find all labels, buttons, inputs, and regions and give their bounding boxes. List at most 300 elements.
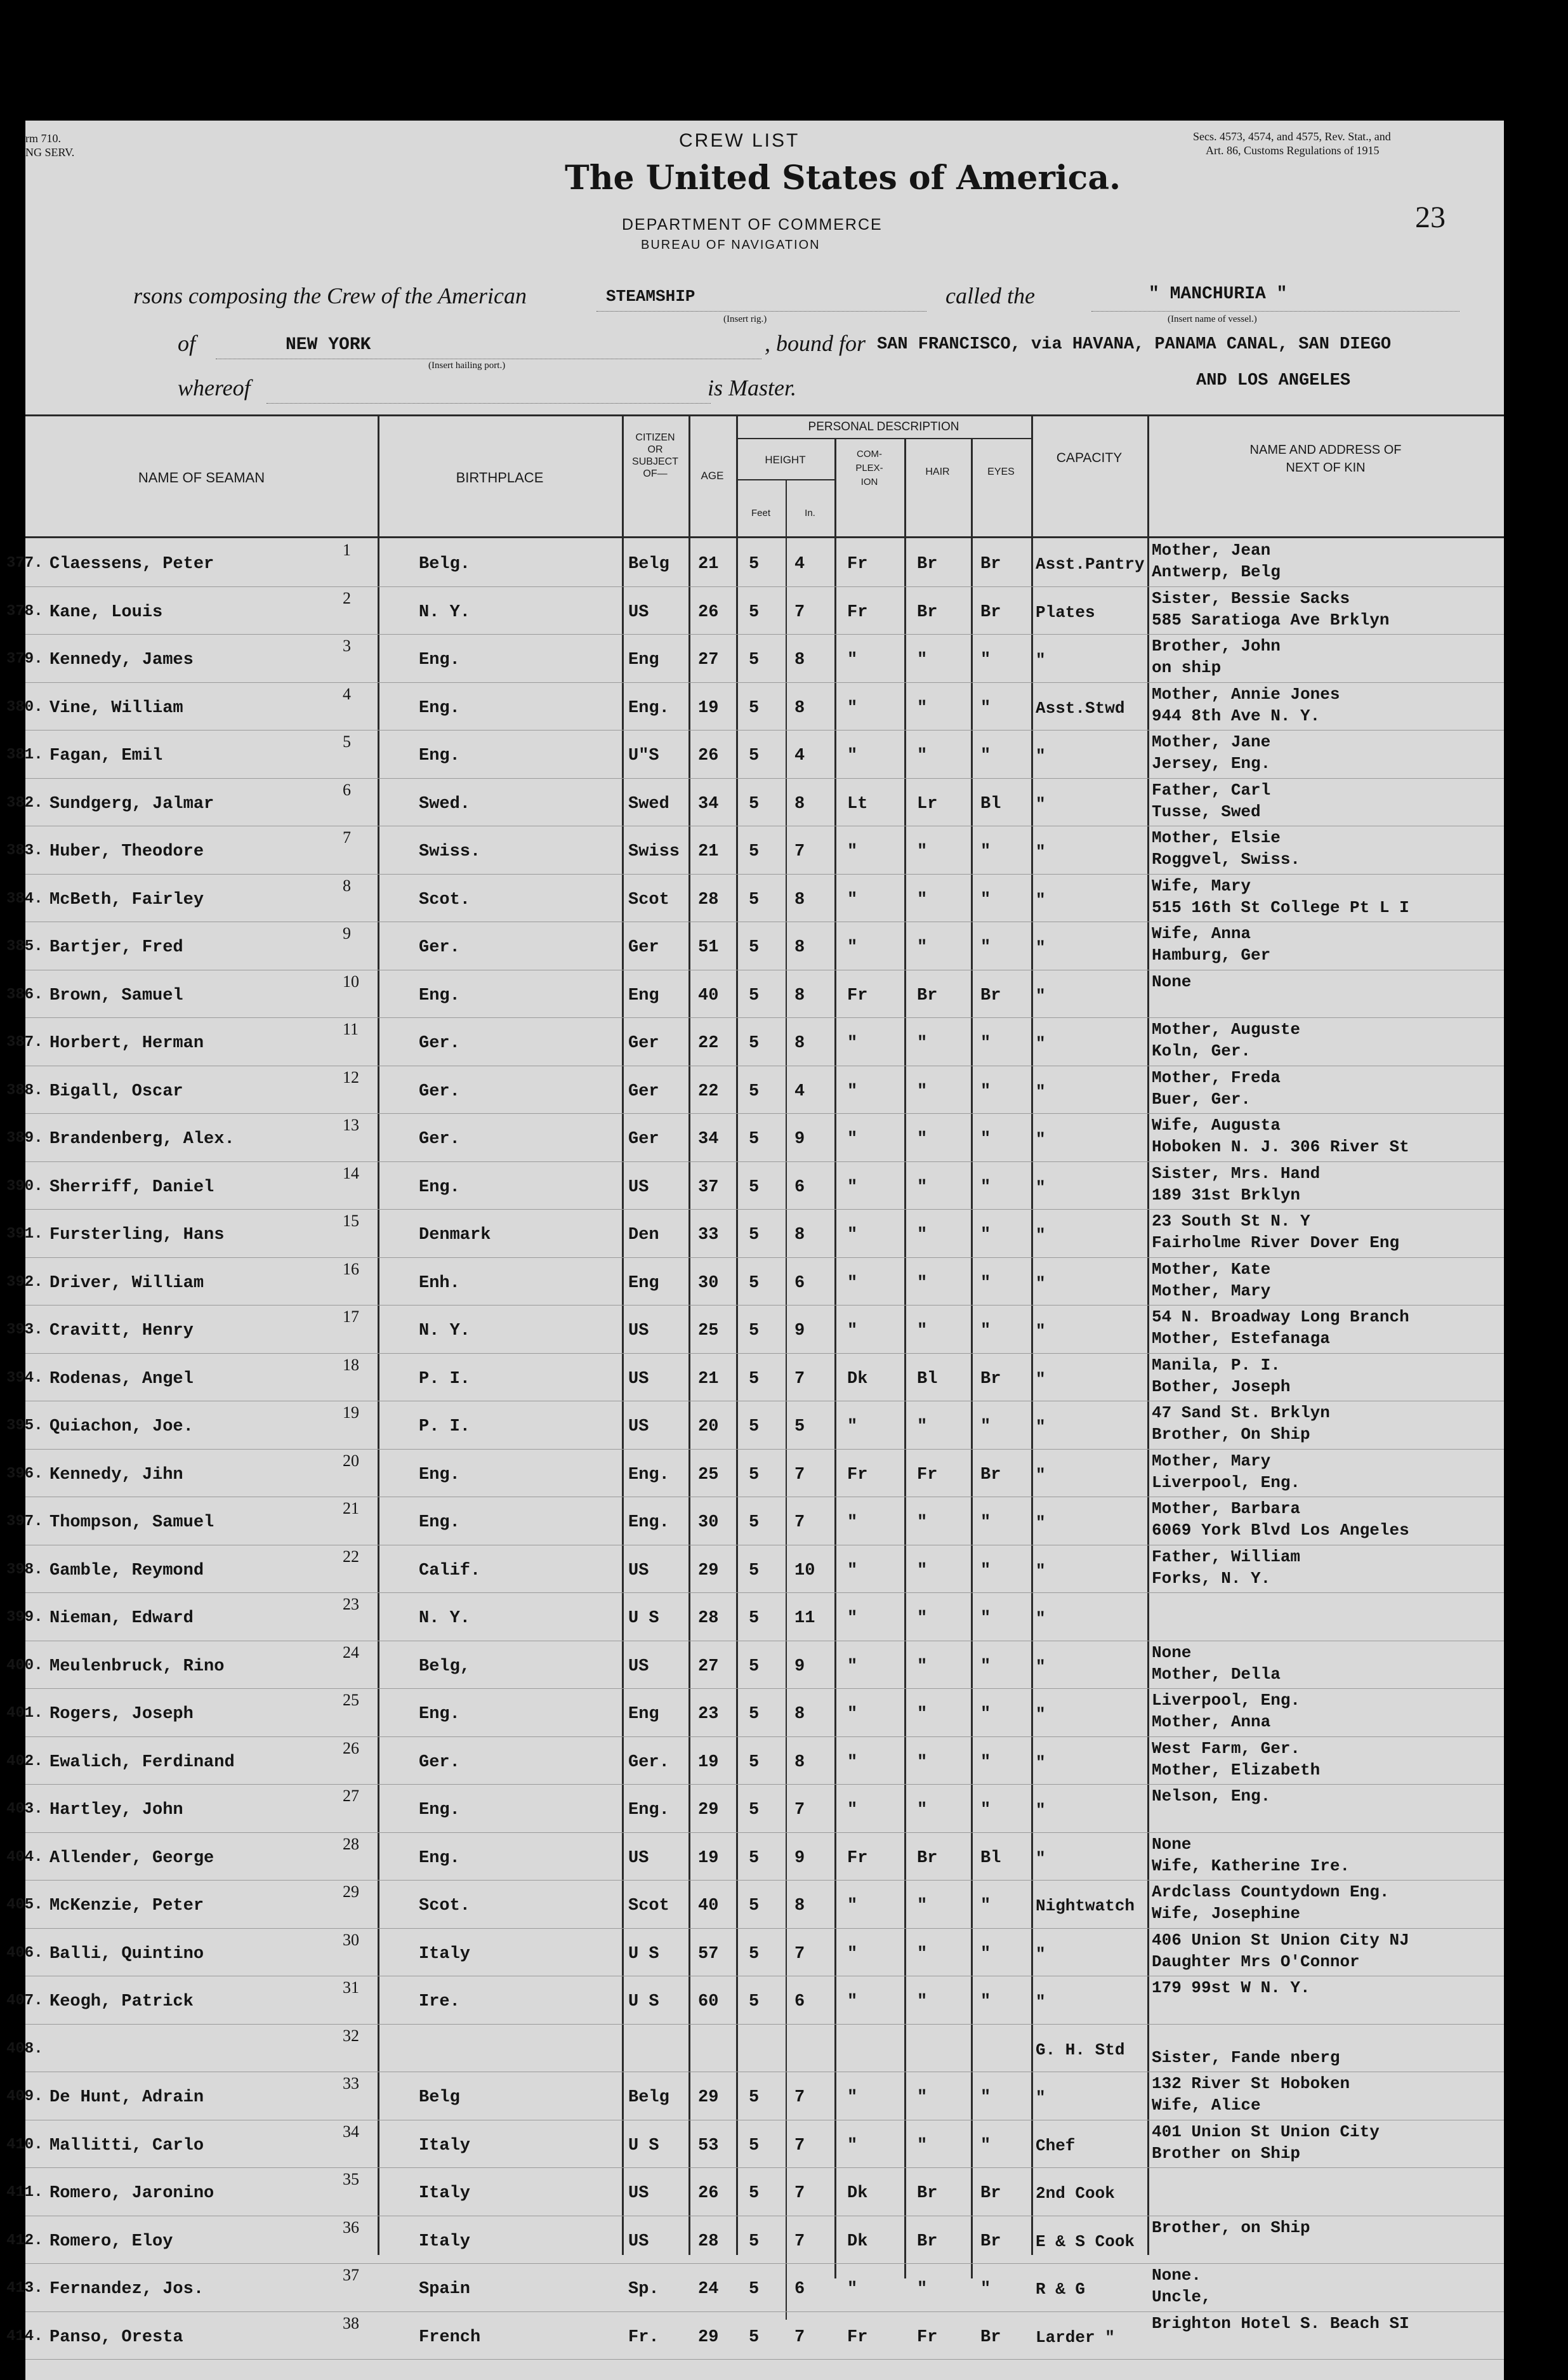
birthplace-cell: Eng. bbox=[419, 1177, 460, 1197]
birthplace-cell: N. Y. bbox=[419, 1321, 471, 1340]
line-number: 37 bbox=[343, 2266, 359, 2284]
seaman-serial: 404. bbox=[6, 1848, 43, 1866]
line-number: 17 bbox=[343, 1307, 359, 1326]
column-header-inches: In. bbox=[805, 508, 815, 519]
eyes-cell: " bbox=[980, 1034, 991, 1053]
next-of-kin-line-2: on ship bbox=[1152, 658, 1222, 677]
hair-cell: Br bbox=[917, 986, 938, 1005]
crew-row bbox=[6, 2313, 1504, 2360]
complexion-cell: Lt bbox=[847, 794, 868, 814]
crew-row bbox=[6, 2169, 1504, 2216]
citizenship-cell: US bbox=[628, 1417, 649, 1436]
crew-row bbox=[6, 1738, 1504, 1785]
citizenship-cell: US bbox=[628, 1177, 649, 1197]
capacity-cell: " bbox=[1036, 890, 1046, 909]
citizenship-cell: U"S bbox=[628, 746, 659, 765]
seaman-serial: 412. bbox=[6, 2231, 43, 2249]
birthplace-cell: Scot. bbox=[419, 1896, 471, 1915]
birthplace-cell: Ger. bbox=[419, 1130, 460, 1149]
height-inches-cell: 10 bbox=[794, 1561, 815, 1580]
seaman-name: Horbert, Herman bbox=[49, 1034, 204, 1053]
age-cell: 28 bbox=[698, 890, 719, 909]
crew-row bbox=[6, 1019, 1504, 1066]
complexion-cell: Dk bbox=[847, 1369, 868, 1389]
crew-row bbox=[6, 1881, 1504, 1928]
hair-cell: Bl bbox=[917, 1369, 938, 1389]
complexion-cell: " bbox=[847, 1752, 858, 1772]
vessel-name-caption: (Insert name of vessel.) bbox=[1168, 314, 1257, 324]
complexion-cell: " bbox=[847, 1513, 858, 1532]
age-cell: 21 bbox=[698, 842, 719, 861]
hair-cell: " bbox=[917, 651, 928, 670]
hair-cell: Fr bbox=[917, 2327, 938, 2347]
capacity-cell: Chef bbox=[1036, 2136, 1076, 2155]
seaman-serial: 409. bbox=[6, 2088, 43, 2105]
height-feet-cell: 5 bbox=[749, 1417, 760, 1436]
next-of-kin-line-1: Wife, Augusta bbox=[1152, 1116, 1281, 1135]
eyes-cell: " bbox=[980, 890, 991, 909]
line-number: 1 bbox=[343, 541, 351, 559]
called-the-text: called the bbox=[945, 283, 1035, 308]
height-inches-cell: 6 bbox=[794, 1273, 805, 1293]
next-of-kin-line-1: None bbox=[1152, 1834, 1192, 1854]
complexion-cell: " bbox=[847, 2136, 858, 2155]
capacity-cell: " bbox=[1036, 842, 1046, 861]
citizenship-cell: Eng bbox=[628, 1273, 659, 1293]
height-feet-cell: 5 bbox=[749, 651, 760, 670]
birthplace-cell: Enh. bbox=[419, 1273, 460, 1293]
complexion-cell: " bbox=[847, 2088, 858, 2107]
age-cell: 26 bbox=[698, 602, 719, 622]
seaman-name: Fernandez, Jos. bbox=[49, 2280, 204, 2299]
hair-cell: Br bbox=[917, 2184, 938, 2203]
next-of-kin-line-2: Fairholme River Dover Eng bbox=[1152, 1233, 1400, 1252]
eyes-cell: " bbox=[980, 1656, 991, 1676]
capacity-cell: " bbox=[1036, 1801, 1046, 1820]
capacity-cell: " bbox=[1036, 1226, 1046, 1245]
citizenship-cell: U S bbox=[628, 1944, 659, 1964]
eyes-cell: " bbox=[980, 1561, 991, 1580]
eyes-cell: " bbox=[980, 2136, 991, 2155]
hair-cell: " bbox=[917, 2088, 928, 2107]
capacity-cell: E & S Cook bbox=[1036, 2231, 1135, 2251]
eyes-cell: " bbox=[980, 698, 991, 718]
vessel-type-caption: (Insert rig.) bbox=[723, 314, 767, 324]
hailing-port-caption: (Insert hailing port.) bbox=[428, 360, 506, 371]
capacity-cell: " bbox=[1036, 1848, 1046, 1868]
destination: SAN FRANCISCO, via HAVANA, PANAMA CANAL, SAN DIEGO bbox=[877, 335, 1392, 354]
hair-cell: Br bbox=[917, 2231, 938, 2251]
age-cell: 30 bbox=[698, 1513, 719, 1532]
eyes-cell: " bbox=[980, 2280, 991, 2299]
age-cell: 19 bbox=[698, 698, 719, 718]
next-of-kin-line-1: Sister, Mrs. Hand bbox=[1152, 1163, 1321, 1183]
birthplace-cell: Ger. bbox=[419, 938, 460, 957]
complexion-cell: " bbox=[847, 1705, 858, 1724]
eyes-cell: Br bbox=[980, 1465, 1001, 1484]
line-number: 14 bbox=[343, 1163, 359, 1182]
seaman-serial: 396. bbox=[6, 1465, 43, 1483]
destination-continued: AND LOS ANGELES bbox=[1196, 371, 1351, 390]
column-header-complexion: COM- PLEX- ION bbox=[855, 449, 883, 487]
height-feet-cell: 5 bbox=[749, 1081, 760, 1101]
capacity-cell: Asst.Pantry bbox=[1036, 555, 1145, 574]
height-inches-cell: 9 bbox=[794, 1321, 805, 1340]
next-of-kin-line-1: Liverpool, Eng. bbox=[1152, 1691, 1301, 1710]
citizenship-cell: Scot bbox=[628, 890, 669, 909]
birthplace-cell: Italy bbox=[419, 1944, 471, 1964]
next-of-kin-line-2: Buer, Ger. bbox=[1152, 1089, 1251, 1109]
complexion-cell: " bbox=[847, 1081, 858, 1101]
eyes-cell: Bl bbox=[980, 794, 1001, 814]
citizenship-cell: Eng. bbox=[628, 1513, 669, 1532]
citizenship-cell: Ger bbox=[628, 1130, 659, 1149]
seaman-serial: 383. bbox=[6, 842, 43, 859]
line-number: 29 bbox=[343, 1882, 359, 1901]
age-cell: 40 bbox=[698, 986, 719, 1005]
age-cell: 27 bbox=[698, 651, 719, 670]
capacity-cell: " bbox=[1036, 1369, 1046, 1389]
height-inches-cell: 9 bbox=[794, 1656, 805, 1676]
birthplace-cell: Belg bbox=[419, 2088, 460, 2107]
seaman-name: Mallitti, Carlo bbox=[49, 2136, 204, 2155]
eyes-cell: Br bbox=[980, 2184, 1001, 2203]
column-header-hair: HAIR bbox=[925, 466, 950, 477]
crew-row bbox=[6, 1259, 1504, 1306]
capacity-cell: " bbox=[1036, 986, 1046, 1005]
seaman-serial: 392. bbox=[6, 1273, 43, 1291]
next-of-kin-line-1: Mother, Jane bbox=[1152, 732, 1271, 751]
eyes-cell: Br bbox=[980, 986, 1001, 1005]
next-of-kin-line-1: Brighton Hotel S. Beach SI bbox=[1152, 2313, 1409, 2333]
next-of-kin-line-1: 406 Union St Union City NJ bbox=[1152, 1930, 1409, 1950]
capacity-cell: " bbox=[1036, 1417, 1046, 1436]
crew-row bbox=[6, 731, 1504, 778]
hair-cell: " bbox=[917, 1609, 928, 1628]
line-number: 6 bbox=[343, 780, 351, 799]
height-inches-cell: 8 bbox=[794, 986, 805, 1005]
birthplace-cell: Italy bbox=[419, 2231, 471, 2251]
next-of-kin-line-2: Tusse, Swed bbox=[1152, 802, 1261, 821]
seaman-name: Allender, George bbox=[49, 1848, 214, 1868]
next-of-kin-line-1: None. bbox=[1152, 2266, 1202, 2285]
complexion-cell: Fr bbox=[847, 986, 868, 1005]
eyes-cell: Br bbox=[980, 2231, 1001, 2251]
age-cell: 29 bbox=[698, 2327, 719, 2347]
age-cell: 19 bbox=[698, 1752, 719, 1772]
citizenship-cell: US bbox=[628, 1369, 649, 1389]
height-feet-cell: 5 bbox=[749, 842, 760, 861]
seaman-serial: 413. bbox=[6, 2280, 43, 2297]
citizenship-cell: Scot bbox=[628, 1896, 669, 1915]
birthplace-cell: Ger. bbox=[419, 1081, 460, 1101]
seaman-name: Kennedy, James bbox=[49, 651, 194, 670]
height-feet-cell: 5 bbox=[749, 1034, 760, 1053]
whereof-label: whereof bbox=[178, 375, 251, 400]
next-of-kin-line-1: Mother, Jean bbox=[1152, 541, 1271, 560]
crew-row bbox=[6, 1594, 1504, 1641]
seaman-serial: 390. bbox=[6, 1177, 43, 1195]
next-of-kin-line-2: 585 Saratioga Ave Brklyn bbox=[1152, 610, 1390, 630]
birthplace-cell: Scot. bbox=[419, 890, 471, 909]
crew-row bbox=[6, 827, 1504, 874]
citizenship-cell: U S bbox=[628, 1992, 659, 2011]
crew-row bbox=[6, 2025, 1504, 2072]
hair-cell: " bbox=[917, 1130, 928, 1149]
line-number: 21 bbox=[343, 1499, 359, 1517]
citizenship-cell: Eng. bbox=[628, 1465, 669, 1484]
next-of-kin-line-1: Brother, on Ship bbox=[1152, 2218, 1310, 2237]
age-cell: 26 bbox=[698, 746, 719, 765]
height-feet-cell: 5 bbox=[749, 2280, 760, 2299]
seaman-name: Bartjer, Fred bbox=[49, 938, 183, 957]
crew-row bbox=[6, 923, 1504, 970]
eyes-cell: " bbox=[980, 1752, 991, 1772]
form-title: CREW LIST bbox=[679, 130, 800, 151]
crew-row bbox=[6, 1498, 1504, 1545]
crew-row bbox=[6, 1210, 1504, 1257]
height-inches-cell: 6 bbox=[794, 1992, 805, 2011]
complexion-cell: " bbox=[847, 1034, 858, 1053]
capacity-cell: " bbox=[1036, 1321, 1046, 1340]
birthplace-cell: Eng. bbox=[419, 1705, 460, 1724]
line-number: 16 bbox=[343, 1259, 359, 1278]
complexion-cell: " bbox=[847, 1417, 858, 1436]
citizenship-cell: Eng. bbox=[628, 698, 669, 718]
complexion-cell: Fr bbox=[847, 555, 868, 574]
height-inches-cell: 7 bbox=[794, 1944, 805, 1964]
next-of-kin-line-1: Sister, Bessie Sacks bbox=[1152, 588, 1350, 608]
complexion-cell: " bbox=[847, 1130, 858, 1149]
height-feet-cell: 5 bbox=[749, 1226, 760, 1245]
next-of-kin-line-1: Father, Carl bbox=[1152, 780, 1271, 800]
height-inches-cell: 8 bbox=[794, 890, 805, 909]
citizenship-cell: Den bbox=[628, 1226, 659, 1245]
next-of-kin-line-2: Daughter Mrs O'Connor bbox=[1152, 1952, 1360, 1971]
of-label: of bbox=[178, 331, 196, 356]
age-cell: 20 bbox=[698, 1417, 719, 1436]
next-of-kin-line-1: Mother, Elsie bbox=[1152, 828, 1281, 847]
eyes-cell: " bbox=[980, 1944, 991, 1964]
seaman-serial: 408. bbox=[6, 2040, 43, 2058]
next-of-kin-line-2: 944 8th Ave N. Y. bbox=[1152, 706, 1321, 725]
seaman-serial: 382. bbox=[6, 794, 43, 812]
complexion-cell: " bbox=[847, 938, 858, 957]
capacity-cell: Asst.Stwd bbox=[1036, 698, 1125, 718]
height-feet-cell: 5 bbox=[749, 1656, 760, 1676]
capacity-cell: " bbox=[1036, 1705, 1046, 1724]
height-feet-cell: 5 bbox=[749, 1609, 760, 1628]
bound-for-text: , bound for bbox=[765, 331, 866, 356]
seaman-name: Balli, Quintino bbox=[49, 1944, 204, 1964]
capacity-cell: " bbox=[1036, 1034, 1046, 1053]
eyes-cell: " bbox=[980, 1513, 991, 1532]
seaman-name: Romero, Jaronino bbox=[49, 2184, 214, 2203]
hair-cell: Lr bbox=[917, 794, 938, 814]
seaman-serial: 401. bbox=[6, 1705, 43, 1722]
seaman-name: Meulenbruck, Rino bbox=[49, 1656, 225, 1676]
seaman-serial: 411. bbox=[6, 2184, 43, 2201]
height-inches-cell: 7 bbox=[794, 2184, 805, 2203]
line-number: 26 bbox=[343, 1738, 359, 1757]
crew-row bbox=[6, 1546, 1504, 1593]
height-feet-cell: 5 bbox=[749, 2088, 760, 2107]
line-number: 30 bbox=[343, 1930, 359, 1949]
height-inches-cell: 4 bbox=[794, 746, 805, 765]
height-feet-cell: 5 bbox=[749, 986, 760, 1005]
citizenship-cell: US bbox=[628, 602, 649, 622]
eyes-cell: " bbox=[980, 1226, 991, 1245]
seaman-serial: 400. bbox=[6, 1656, 43, 1674]
height-inches-cell: 6 bbox=[794, 2280, 805, 2299]
next-of-kin-line-1: Brother, John bbox=[1152, 637, 1281, 656]
height-inches-cell: 7 bbox=[794, 2327, 805, 2347]
height-feet-cell: 5 bbox=[749, 1705, 760, 1724]
seaman-name: McBeth, Fairley bbox=[49, 890, 204, 909]
seaman-name: Driver, William bbox=[49, 1273, 204, 1293]
seaman-serial: 403. bbox=[6, 1801, 43, 1818]
birthplace-cell: French bbox=[419, 2327, 481, 2347]
next-of-kin-line-1: Mother, Barbara bbox=[1152, 1499, 1301, 1518]
line-number: 20 bbox=[343, 1451, 359, 1470]
hair-cell: " bbox=[917, 890, 928, 909]
age-cell: 28 bbox=[698, 1609, 719, 1628]
height-feet-cell: 5 bbox=[749, 1848, 760, 1868]
line-number: 22 bbox=[343, 1547, 359, 1566]
line-number: 28 bbox=[343, 1834, 359, 1853]
hair-cell: " bbox=[917, 2280, 928, 2299]
birthplace-cell: Italy bbox=[419, 2184, 471, 2203]
form-reference: rm 710. bbox=[25, 132, 61, 145]
eyes-cell: " bbox=[980, 1417, 991, 1436]
height-inches-cell: 8 bbox=[794, 698, 805, 718]
hair-cell: " bbox=[917, 1273, 928, 1293]
birthplace-cell: Eng. bbox=[419, 651, 460, 670]
seaman-serial: 391. bbox=[6, 1226, 43, 1243]
height-inches-cell: 8 bbox=[794, 794, 805, 814]
eyes-cell: Bl bbox=[980, 1848, 1001, 1868]
birthplace-cell: Eng. bbox=[419, 698, 460, 718]
height-inches-cell: 9 bbox=[794, 1130, 805, 1149]
citizenship-cell: U S bbox=[628, 2136, 659, 2155]
seaman-serial: 377. bbox=[6, 555, 43, 572]
citizenship-cell: Eng bbox=[628, 651, 659, 670]
seaman-serial: 414. bbox=[6, 2327, 43, 2345]
next-of-kin-line-2: Mother, Anna bbox=[1152, 1712, 1271, 1731]
birthplace-cell: Swed. bbox=[419, 794, 471, 814]
age-cell: 19 bbox=[698, 1848, 719, 1868]
seaman-serial: 386. bbox=[6, 986, 43, 1003]
seaman-serial: 405. bbox=[6, 1896, 43, 1914]
next-of-kin-line-1: Mother, Mary bbox=[1152, 1451, 1271, 1471]
birthplace-cell: Ger. bbox=[419, 1752, 460, 1772]
height-inches-cell: 8 bbox=[794, 938, 805, 957]
capacity-cell: " bbox=[1036, 1992, 1046, 2011]
crew-row bbox=[6, 2264, 1504, 2311]
seaman-name: Brown, Samuel bbox=[49, 986, 183, 1005]
birthplace-cell: Ger. bbox=[419, 1034, 460, 1053]
vessel-type: STEAMSHIP bbox=[606, 287, 695, 306]
next-of-kin-line-2: Liverpool, Eng. bbox=[1152, 1472, 1301, 1492]
line-number: 27 bbox=[343, 1787, 359, 1805]
next-of-kin-line-2: Mother, Estefanaga bbox=[1152, 1329, 1330, 1348]
line-number: 12 bbox=[343, 1068, 359, 1087]
next-of-kin-line-1: Manila, P. I. bbox=[1152, 1355, 1281, 1375]
form-reference-2: NG SERV. bbox=[25, 146, 75, 159]
height-feet-cell: 5 bbox=[749, 1130, 760, 1149]
hair-cell: " bbox=[917, 1944, 928, 1964]
hair-cell: " bbox=[917, 1992, 928, 2011]
citizenship-cell: Ger bbox=[628, 1034, 659, 1053]
eyes-cell: " bbox=[980, 1801, 991, 1820]
next-of-kin-line-1: Mother, Kate bbox=[1152, 1259, 1271, 1279]
seaman-serial: 393. bbox=[6, 1321, 43, 1339]
seaman-name: Keogh, Patrick bbox=[49, 1992, 194, 2011]
line-number: 33 bbox=[343, 2074, 359, 2092]
height-feet-cell: 5 bbox=[749, 1561, 760, 1580]
age-cell: 29 bbox=[698, 2088, 719, 2107]
hair-cell: " bbox=[917, 938, 928, 957]
height-inches-cell: 6 bbox=[794, 1177, 805, 1197]
next-of-kin-line-2: Hamburg, Ger bbox=[1152, 946, 1271, 965]
capacity-cell: " bbox=[1036, 1609, 1046, 1628]
hair-cell: " bbox=[917, 698, 928, 718]
birthplace-cell: Swiss. bbox=[419, 842, 481, 861]
crew-row bbox=[6, 1163, 1504, 1210]
age-cell: 24 bbox=[698, 2280, 719, 2299]
seaman-name: Gamble, Reymond bbox=[49, 1561, 204, 1580]
capacity-cell: Plates bbox=[1036, 602, 1095, 622]
capacity-cell: R & G bbox=[1036, 2280, 1086, 2299]
hair-cell: " bbox=[917, 1801, 928, 1820]
birthplace-cell: Denmark bbox=[419, 1226, 491, 1245]
citizenship-cell: Fr. bbox=[628, 2327, 659, 2347]
age-cell: 57 bbox=[698, 1944, 719, 1964]
capacity-cell: " bbox=[1036, 651, 1046, 670]
capacity-cell: " bbox=[1036, 1465, 1046, 1484]
capacity-cell: G. H. Std bbox=[1036, 2040, 1125, 2059]
height-inches-cell: 7 bbox=[794, 1513, 805, 1532]
capacity-cell: Nightwatch bbox=[1036, 1896, 1135, 1915]
birthplace-cell: Belg. bbox=[419, 555, 471, 574]
height-feet-cell: 5 bbox=[749, 938, 760, 957]
capacity-cell: " bbox=[1036, 1944, 1046, 1964]
complexion-cell: Dk bbox=[847, 2184, 868, 2203]
capacity-cell: " bbox=[1036, 1752, 1046, 1772]
seaman-name: Rogers, Joseph bbox=[49, 1705, 194, 1724]
complexion-cell: Fr bbox=[847, 1465, 868, 1484]
column-header-height: HEIGHT bbox=[765, 454, 806, 466]
seaman-name: Panso, Oresta bbox=[49, 2327, 183, 2347]
seaman-serial: 389. bbox=[6, 1130, 43, 1147]
seaman-name: Romero, Eloy bbox=[49, 2231, 173, 2251]
capacity-cell: 2nd Cook bbox=[1036, 2184, 1115, 2203]
complexion-cell: " bbox=[847, 842, 858, 861]
complexion-cell: Fr bbox=[847, 2327, 868, 2347]
hair-cell: " bbox=[917, 1321, 928, 1340]
eyes-cell: " bbox=[980, 938, 991, 957]
eyes-cell: " bbox=[980, 1609, 991, 1628]
eyes-cell: Br bbox=[980, 555, 1001, 574]
next-of-kin-line-1: 401 Union St Union City bbox=[1152, 2122, 1380, 2141]
seaman-serial: 402. bbox=[6, 1752, 43, 1770]
seaman-serial: 398. bbox=[6, 1561, 43, 1578]
birthplace-cell: Belg, bbox=[419, 1656, 471, 1676]
citizenship-cell: Ger bbox=[628, 1081, 659, 1101]
age-cell: 40 bbox=[698, 1896, 719, 1915]
country-heading: The United States of America. bbox=[565, 159, 1121, 197]
seaman-serial: 410. bbox=[6, 2136, 43, 2153]
